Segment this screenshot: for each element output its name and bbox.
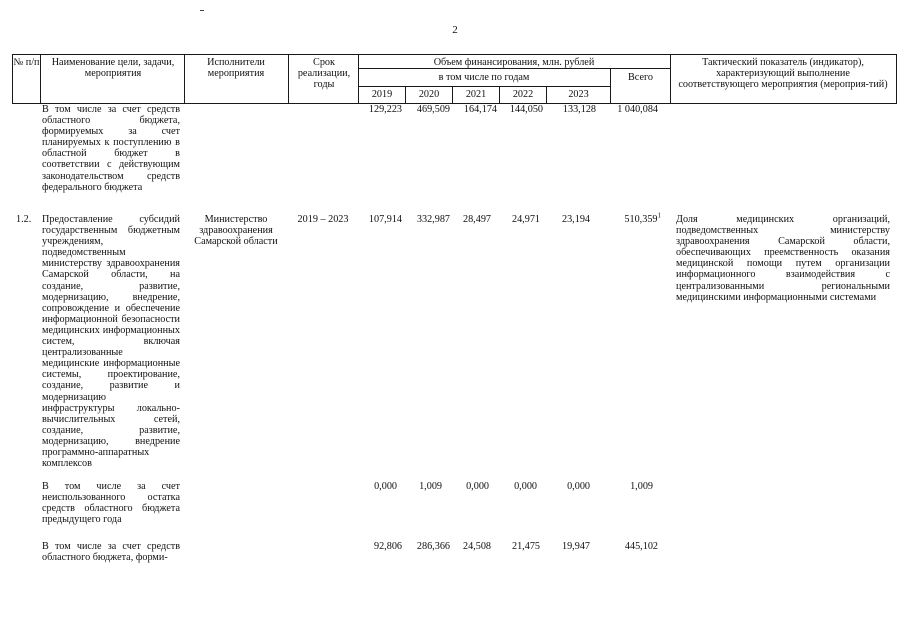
- header-col-total: Всего: [628, 72, 653, 83]
- row-value: 23,194: [561, 214, 590, 225]
- footnote-mark: 1: [657, 211, 661, 220]
- row-value: 24,508: [462, 541, 491, 552]
- row-indicator: Доля медицинских организаций, подведомственных министерству здравоохранения Самарской области, обеспечивающих преемственность оказания медицинской помощи путем организации информационного взаимодействия с централизованными региональными медицинскими информационными системами: [676, 214, 890, 303]
- col-divider: [670, 54, 671, 104]
- row-value: 92,806: [373, 541, 402, 552]
- header-col-executor: Исполнители мероприятия: [207, 57, 265, 79]
- header-year: 2021: [465, 89, 487, 100]
- row-name: В том числе за счет средств областного бюджета, формируемых за счет планируемых к поступлению в областной бюджет в соответствии с действующим законодательством средств федерального бюджета: [42, 104, 180, 193]
- row-value: 0,000: [514, 481, 537, 492]
- col-divider: [40, 54, 41, 104]
- col-divider: [288, 54, 289, 104]
- header-col-funding: Объем финансирования, млн. рублей: [433, 57, 595, 68]
- row-value: 129,223: [368, 104, 402, 115]
- row-value: 19,947: [561, 541, 590, 552]
- years-subheader-line: [358, 86, 610, 87]
- row-value: 21,475: [511, 541, 540, 552]
- row-value: 133,128: [562, 104, 596, 115]
- row-total: 445,102: [624, 541, 658, 552]
- scan-mark: [200, 10, 204, 11]
- header-col-term: Срок реализации, годы: [297, 57, 351, 90]
- row-term: 2019 – 2023: [297, 214, 349, 225]
- row-number: 1.2.: [16, 214, 32, 225]
- page-number: 2: [452, 24, 458, 36]
- table-top-border: [12, 54, 896, 55]
- funding-subheader-line: [358, 68, 670, 69]
- col-divider: [896, 54, 897, 104]
- row-value: 469,509: [416, 104, 450, 115]
- row-value: 0,000: [567, 481, 590, 492]
- row-executor: Министерство здравоохранения Самарской области: [194, 214, 278, 248]
- header-col-indicator: Тактический показатель (индикатор), характеризующий выполнение соответствующего мероприятия (мероприя-тий): [678, 57, 888, 90]
- row-total: 1 040,084: [617, 104, 658, 115]
- row-value: 332,987: [416, 214, 450, 225]
- row-value: 0,000: [466, 481, 489, 492]
- row-name: В том числе за счет неиспользованного остатка средств областного бюджета предыдущего года: [42, 481, 180, 526]
- col-divider: [184, 54, 185, 104]
- header-col-name: Наименование цели, задачи, мероприятия: [51, 57, 175, 79]
- row-value: 144,050: [509, 104, 543, 115]
- row-value: 107,914: [368, 214, 402, 225]
- header-year: 2020: [418, 89, 440, 100]
- header-col-no: № п/п: [13, 57, 40, 68]
- row-name: В том числе за счет средств областного бюджета, форми-: [42, 541, 180, 564]
- row-value: 164,174: [463, 104, 497, 115]
- row-total: [604, 211, 661, 225]
- header-col-by-years: в том числе по годам: [438, 72, 530, 83]
- row-name: Предоставление субсидий государственным бюджетным учреждениям, подведомственным министерству здравоохранения Самарской области, на создание, развитие, модернизацию, внедрение, сопровождение и обеспечение информационной безопасности медицинских информационных систем, включая централизованные медицинские информационные системы, проектирование, создание, развитие и модернизацию инфраструктуры локально-вычислительных сетей, создание, развитие, модернизацию, внедрение программно-аппаратных комплексов: [42, 214, 180, 470]
- row-value: 1,009: [419, 481, 442, 492]
- row-total: 1,009: [630, 481, 653, 492]
- header-year: 2023: [568, 89, 589, 100]
- header-year: 2022: [512, 89, 534, 100]
- header-year: 2019: [371, 89, 393, 100]
- row-value: 28,497: [462, 214, 491, 225]
- row-total-value: 510,359: [624, 214, 658, 225]
- row-value: 24,971: [511, 214, 540, 225]
- row-value: 286,366: [416, 541, 450, 552]
- row-value: 0,000: [374, 481, 397, 492]
